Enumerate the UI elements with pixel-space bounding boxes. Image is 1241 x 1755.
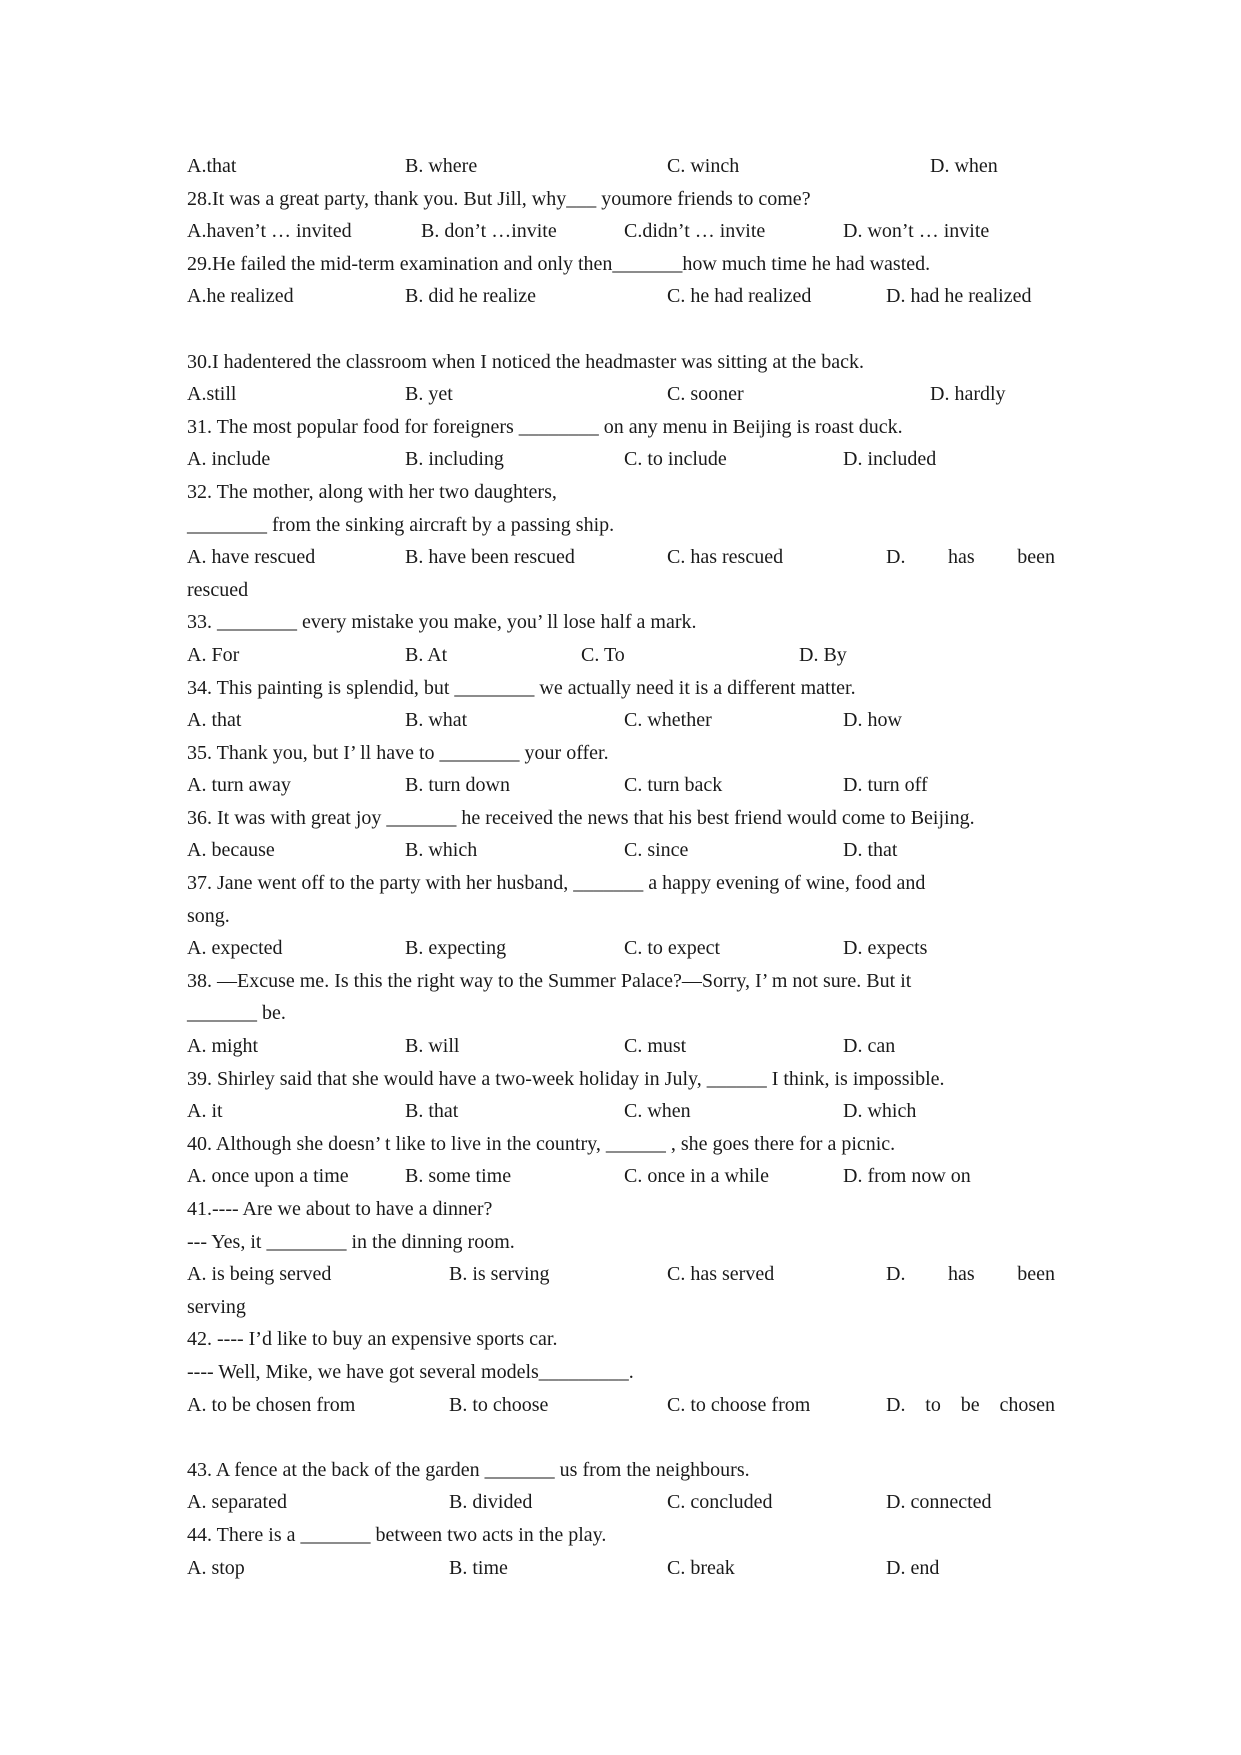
- answer-option: D. how: [843, 709, 902, 732]
- answer-option: B. including: [405, 448, 504, 471]
- answer-option: A. to be chosen from: [187, 1393, 356, 1416]
- answer-option: D. when: [930, 155, 998, 177]
- answer-option: C. has served: [667, 1263, 775, 1286]
- answer-option: B. is serving: [449, 1263, 550, 1286]
- answer-option: B. yet: [405, 383, 453, 406]
- answer-options: [187, 1258, 1055, 1291]
- answer-option: C. To: [581, 643, 625, 666]
- answer-options: [187, 769, 1055, 802]
- question-text: 29.He failed the mid-term examination and only then_______how much time he had wasted.: [187, 252, 931, 275]
- answer-option: C. to expect: [624, 937, 721, 960]
- question-text: 39. Shirley said that she would have a two-week holiday in July, ______ I think, is impossible.: [187, 1067, 945, 1090]
- answer-options: [187, 704, 1055, 737]
- answer-option: C.didn’t … invite: [624, 220, 766, 243]
- answer-option: C. since: [624, 839, 689, 862]
- answer-options: [187, 1552, 1055, 1585]
- answer-options: [187, 1389, 1055, 1422]
- answer-option: A. it: [187, 1100, 223, 1123]
- answer-options: [187, 541, 1055, 574]
- answer-option: [886, 541, 1055, 574]
- option-word: has: [948, 1263, 975, 1286]
- answer-option: A.haven’t … invited: [187, 220, 352, 243]
- answer-option: C. to choose from: [667, 1393, 811, 1416]
- answer-option: A. that: [187, 709, 242, 732]
- answer-option: C. he had realized: [667, 285, 812, 308]
- answer-option: D. expects: [843, 937, 928, 960]
- answer-option: B. divided: [449, 1491, 533, 1514]
- question-text: 30.I hadentered the classroom when I noticed the headmaster was sitting at the back.: [187, 350, 864, 373]
- answer-option: C. has rescued: [667, 546, 784, 569]
- option-word: D.: [886, 1393, 906, 1416]
- answer-option: C. winch: [667, 155, 740, 177]
- answer-option: B. turn down: [405, 774, 510, 797]
- answer-option: D. By: [799, 643, 847, 666]
- question-text: _______ be.: [187, 1002, 286, 1025]
- option-word: D.: [886, 546, 906, 569]
- answer-options: [187, 280, 1055, 313]
- question-text: 41.---- Are we about to have a dinner?: [187, 1198, 493, 1220]
- question-text: 31. The most popular food for foreigners ________ on any menu in Beijing is roast duck.: [187, 415, 903, 438]
- answer-option: D. connected: [886, 1491, 992, 1514]
- question-text: --- Yes, it ________ in the dinning room.: [187, 1230, 515, 1253]
- answer-option: A.still: [187, 383, 237, 406]
- answer-options: [187, 215, 1055, 248]
- option-word: chosen: [999, 1393, 1055, 1416]
- question-text: 32. The mother, along with her two daughters,: [187, 480, 557, 503]
- answer-options: [187, 1095, 1055, 1128]
- answer-option: B. will: [405, 1035, 460, 1058]
- answer-option: A. turn away: [187, 774, 291, 797]
- blank-line: [187, 1421, 1055, 1454]
- answer-option: D. turn off: [843, 774, 928, 797]
- question-text: 40. Although she doesn’ t like to live in the country, ______ , she goes there for a picnic.: [187, 1132, 896, 1155]
- answer-option: A. stop: [187, 1556, 245, 1579]
- answer-options: [187, 443, 1055, 476]
- answer-option: B. have been rescued: [405, 546, 575, 569]
- answer-option: B. to choose: [449, 1393, 549, 1416]
- answer-option: D. which: [843, 1100, 917, 1123]
- answer-option: A. expected: [187, 937, 283, 960]
- answer-option: B. expecting: [405, 937, 507, 960]
- answer-option: D. had he realized: [886, 285, 1032, 308]
- question-text: 34. This painting is splendid, but ________ we actually need it is a different matter.: [187, 676, 856, 699]
- answer-option: C. sooner: [667, 383, 744, 406]
- question-text: song.: [187, 904, 230, 927]
- answer-option: D. end: [886, 1556, 940, 1579]
- answer-options: [187, 1030, 1055, 1063]
- answer-options: [187, 150, 1055, 183]
- answer-option: C. to include: [624, 448, 727, 471]
- question-text: 43. A fence at the back of the garden _______ us from the neighbours.: [187, 1458, 750, 1481]
- option-word: D.: [886, 1263, 906, 1286]
- answer-options: [187, 1160, 1055, 1193]
- answer-option: A. have rescued: [187, 546, 316, 569]
- answer-option: D. included: [843, 448, 937, 471]
- answer-option: A. is being served: [187, 1263, 332, 1286]
- option-word: has: [948, 546, 975, 569]
- answer-option: A. because: [187, 839, 275, 862]
- question-text: rescued: [187, 578, 249, 601]
- answer-options: [187, 378, 1055, 411]
- answer-option: A. For: [187, 643, 240, 666]
- answer-option: A. separated: [187, 1491, 287, 1514]
- option-word: be: [960, 1393, 980, 1416]
- answer-option: C. turn back: [624, 774, 723, 797]
- answer-option: A.he realized: [187, 285, 294, 308]
- answer-option: D. hardly: [930, 383, 1006, 406]
- answer-option: C. concluded: [667, 1491, 773, 1514]
- answer-option: C. once in a while: [624, 1165, 769, 1188]
- answer-option: B. did he realize: [405, 285, 537, 308]
- question-text: serving: [187, 1295, 246, 1318]
- answer-options: [187, 639, 1055, 672]
- question-text: ________ from the sinking aircraft by a passing ship.: [187, 513, 615, 536]
- answer-option: D. from now on: [843, 1165, 971, 1188]
- answer-option: B. At: [405, 643, 448, 666]
- question-text: ---- Well, Mike, we have got several models_________.: [187, 1360, 634, 1383]
- answer-option: B. that: [405, 1100, 459, 1123]
- option-word: been: [1017, 546, 1055, 569]
- answer-option: B. what: [405, 709, 468, 732]
- answer-option: [886, 1258, 1055, 1291]
- answer-option: D. that: [843, 839, 898, 862]
- answer-option: A. once upon a time: [187, 1165, 349, 1188]
- question-text: 35. Thank you, but I’ ll have to ________ your offer.: [187, 741, 609, 764]
- blank-line: [187, 313, 1055, 346]
- option-word: to: [925, 1393, 941, 1416]
- question-text: 44. There is a _______ between two acts in the play.: [187, 1523, 607, 1546]
- answer-option: C. when: [624, 1100, 691, 1123]
- answer-options: [187, 1486, 1055, 1519]
- answer-option: B. don’t …invite: [421, 220, 557, 243]
- question-text: 37. Jane went off to the party with her husband, _______ a happy evening of wine, food and: [187, 872, 926, 895]
- answer-option: [886, 1389, 1055, 1422]
- answer-option: B. some time: [405, 1165, 512, 1188]
- answer-option: B. where: [405, 155, 478, 177]
- answer-option: C. whether: [624, 709, 712, 732]
- answer-options: [187, 932, 1055, 965]
- question-text: 33. ________ every mistake you make, you’ ll lose half a mark.: [187, 611, 697, 634]
- answer-option: A. include: [187, 448, 271, 471]
- answer-option: C. must: [624, 1035, 687, 1058]
- answer-option: A.that: [187, 155, 237, 177]
- exam-page: [187, 150, 1055, 1584]
- question-text: 36. It was with great joy _______ he received the news that his best friend would come to Beijing.: [187, 806, 975, 829]
- question-text: 28.It was a great party, thank you. But Jill, why___ youmore friends to come?: [187, 187, 811, 210]
- answer-options: [187, 834, 1055, 867]
- question-text: 38. —Excuse me. Is this the right way to the Summer Palace?—Sorry, I’ m not sure. But it: [187, 969, 912, 992]
- answer-option: A. might: [187, 1035, 259, 1058]
- answer-option: D. won’t … invite: [843, 220, 990, 243]
- option-word: been: [1017, 1263, 1055, 1286]
- answer-option: C. break: [667, 1556, 735, 1579]
- question-text: 42. ---- I’d like to buy an expensive sports car.: [187, 1328, 558, 1351]
- answer-option: B. which: [405, 839, 478, 862]
- answer-option: D. can: [843, 1035, 896, 1058]
- answer-option: B. time: [449, 1556, 508, 1579]
